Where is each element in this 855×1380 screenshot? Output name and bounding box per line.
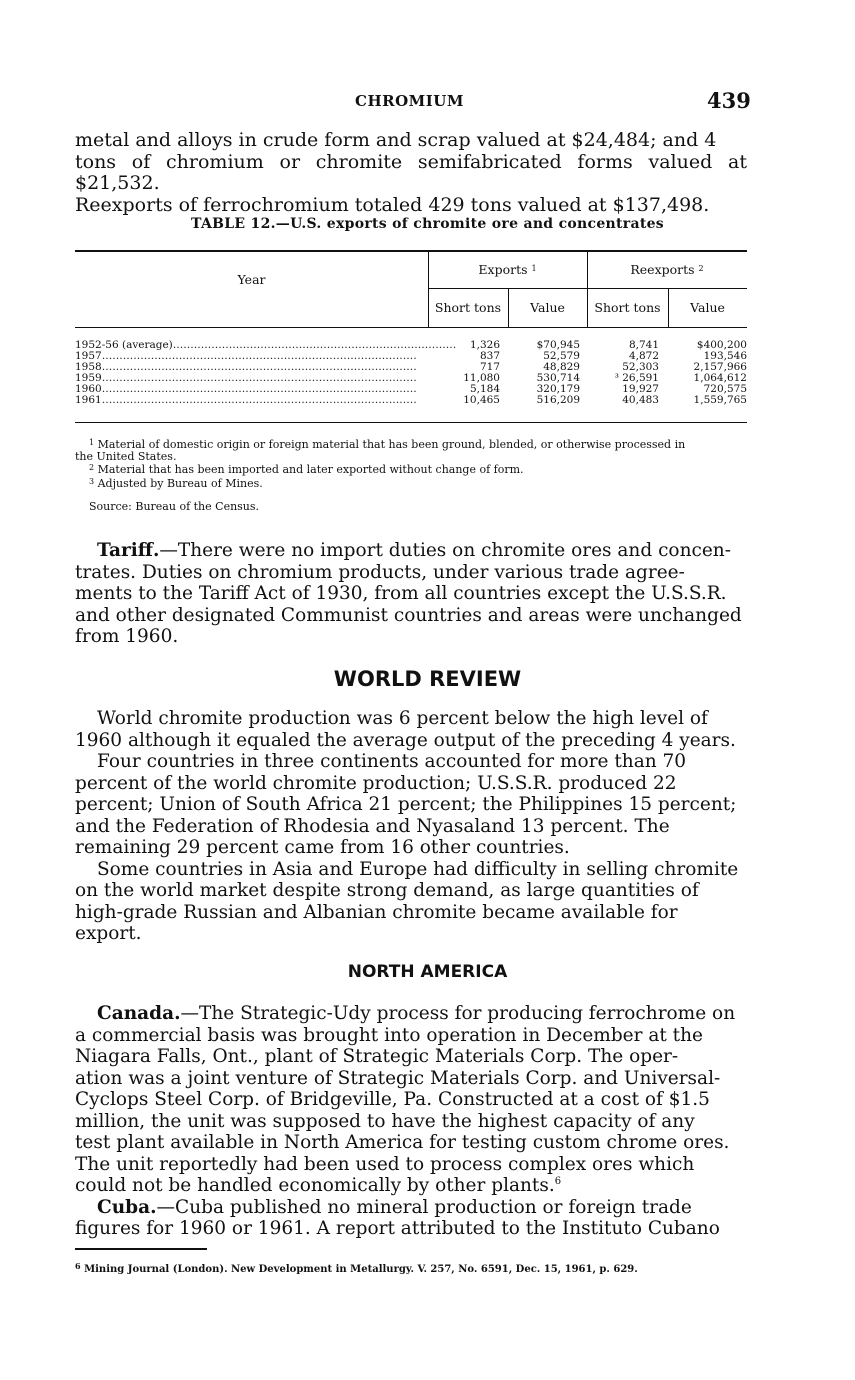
cuba-runin: Cuba.: [97, 1196, 157, 1218]
footnote-rule: [75, 1248, 207, 1250]
canada-line: Niagara Falls, Ont., plant of Strategic Materials Corp. The oper-: [75, 1046, 679, 1067]
world-review-line: high-grade Russian and Albanian chromite became available for: [75, 901, 678, 923]
exports-label: Exports: [478, 262, 528, 277]
col-header-exp-tons: Short tons: [434, 300, 502, 315]
col-header-reexp-tons: Short tons: [594, 300, 661, 315]
table-cell-reexp-tons: 52,303: [622, 361, 659, 373]
table-cell-reexp-value: 193,546: [703, 350, 747, 362]
world-review-line: remaining 29 percent came from 16 other countries.: [75, 837, 570, 858]
table-cell-reexp-value: 1,559,765: [693, 394, 747, 406]
table-bottom-rule: [75, 422, 747, 423]
col-header-reexports: [587, 262, 747, 277]
table-footnote-2: $^2$ Material that has been imported and later exported without change of form.: [89, 463, 524, 476]
world-review-line: 1960 although it equaled the average output of the preceding 4 years.: [75, 729, 736, 751]
section-heading-north-america: NORTH AMERICA: [347, 962, 508, 982]
table-cell-reexp-tons: 40,483: [622, 394, 659, 406]
table-caption: TABLE 12.—U.S. exports of chromite ore and concentrates: [191, 216, 664, 232]
world-review-body: [75, 708, 747, 945]
world-review-line: and the Federation of Rhodesia and Nyasaland 13 percent. The: [75, 815, 670, 837]
table-row-year: 1959………………………………………………………………………………: [75, 372, 417, 384]
table-footnotes: [75, 437, 747, 513]
col-header-exp-value: Value: [530, 300, 565, 315]
page-footnote: $^6$ Mining Journal (London). New Development in Metallurgy. V. 257, No. 6591, Dec. 15, 1961, p. 629.: [75, 1261, 638, 1275]
world-review-line: percent; Union of South Africa 21 percent; the Philippines 15 percent;: [75, 794, 737, 815]
table-row-year: 1960………………………………………………………………………………: [75, 383, 417, 395]
tariff-line: and other designated Communist countries and areas were unchanged: [75, 604, 742, 626]
world-review-line: Some countries in Asia and Europe had difficulty in selling chromite: [97, 858, 739, 880]
table-row-year: 1958………………………………………………………………………………: [75, 361, 417, 373]
table-row-year: 1957………………………………………………………………………………: [75, 350, 417, 362]
table-footnote-3: $^3$ Adjusted by Bureau of Mines.: [89, 476, 263, 490]
world-review-line: Four countries in three continents accounted for more than 70: [97, 751, 687, 772]
running-head-title: CHROMIUM: [355, 92, 464, 110]
table-cell-reexp-value: 2,157,966: [693, 361, 747, 373]
table-cell-exp-tons: 11,080: [463, 372, 500, 384]
page-number: 439: [707, 88, 751, 113]
table-row-year: 1952-56 (average)………………………………………………………………………: [75, 339, 457, 351]
table-footnote-1-cont: the United States.: [75, 449, 177, 463]
tariff-line: trates. Duties on chromium products, under various trade agree-: [75, 561, 685, 583]
table-cell-exp-tons: 1,326: [469, 339, 500, 351]
table-cell-reexp-tons: 19,927: [622, 383, 659, 395]
table-cell-exp-tons: 5,184: [469, 383, 500, 395]
table-cell-exp-value: 516,209: [536, 394, 580, 406]
table-cell-exp-value: 530,714: [536, 372, 580, 384]
tariff-line: from 1960.: [75, 626, 179, 647]
table-row-year: 1961………………………………………………………………………………: [75, 394, 417, 406]
canada-line: ation was a joint venture of Strategic Materials Corp. and Universal-: [75, 1067, 721, 1089]
world-review-line: World chromite production was 6 percent below the high level of: [97, 708, 708, 729]
reexports-label: Reexports: [630, 262, 695, 277]
world-review-line: export.: [75, 923, 142, 944]
canada-line: Cyclops Steel Corp. of Bridgeville, Pa. Constructed at a cost of $1.5: [75, 1089, 710, 1110]
canada-line: could not be handled economically by other plants.$^6$: [75, 1175, 562, 1196]
tariff-line: Tariff.—There were no import duties on chromite ores and concen-: [97, 540, 731, 561]
reexports-note-mark: 2: [698, 264, 704, 273]
canada-line: The unit reportedly had been used to process complex ores which: [75, 1153, 695, 1175]
table-cell-exp-tons: 717: [479, 361, 500, 373]
col-header-year: Year: [237, 272, 266, 287]
table-cell-exp-tons: 837: [479, 350, 500, 362]
canada-line: test plant available in North America for testing custom chrome ores.: [75, 1132, 730, 1153]
world-review-line: on the world market despite strong demand, as large quantities of: [75, 880, 699, 901]
exports-note-mark: 1: [531, 264, 537, 273]
canada-line: million, the unit was supposed to have the highest capacity of any: [75, 1110, 695, 1132]
canada-runin: Canada.: [97, 1003, 181, 1024]
table-cell-reexp-tons: 8,741: [628, 339, 659, 351]
table-cell-reexp-value: 720,575: [703, 383, 747, 395]
table-cell-exp-tons: 10,465: [463, 394, 500, 406]
table-subheader-rule: [428, 288, 747, 289]
footnote-ref-6: 6: [554, 1175, 562, 1187]
table-header-rule: [75, 327, 747, 328]
table-cell-exp-value: $70,945: [536, 339, 580, 351]
intro-line: tons of chromium or chromite semifabricated forms valued at $21,532.: [75, 150, 747, 194]
table-cell-reexp-value: $400,200: [696, 339, 747, 351]
table-footnote-1: $^1$ Material of domestic origin or foreign material that has been ground, blended, or otherwise processed in: [89, 438, 686, 451]
cuba-line: Cuba.—Cuba published no mineral production or foreign trade: [97, 1196, 692, 1218]
table-source: Source: Bureau of the Census.: [89, 500, 260, 513]
intro-line: metal and alloys in crude form and scrap valued at $24,484; and 4: [75, 129, 717, 151]
table-cell-exp-value: 52,579: [543, 350, 580, 362]
intro-line: Reexports of ferrochromium totaled 429 tons valued at $137,498.: [75, 193, 710, 216]
tariff-paragraph: [75, 540, 747, 648]
canada-paragraph: [75, 1003, 747, 1240]
table-cell-reexp-tons: ³ 26,591: [614, 372, 659, 384]
canada-line: a commercial basis was brought into operation in December at the: [75, 1024, 703, 1046]
table-cell-reexp-tons: 4,872: [628, 350, 659, 362]
tariff-line: ments to the Tariff Act of 1930, from all countries except the U.S.S.R.: [75, 583, 727, 604]
canada-line: Canada.—The Strategic-Udy process for producing ferrochrome on: [97, 1003, 736, 1024]
section-heading-world-review: WORLD REVIEW: [333, 667, 522, 691]
col-header-reexp-value: Value: [690, 300, 725, 315]
tariff-runin: Tariff.: [97, 540, 160, 561]
table-cell-exp-value: 48,829: [543, 361, 580, 373]
table-cell-reexp-value: 1,064,612: [693, 372, 747, 384]
world-review-line: percent of the world chromite production; U.S.S.R. produced 22: [75, 772, 677, 794]
col-header-exports: [428, 262, 587, 277]
cuba-line: figures for 1960 or 1961. A report attributed to the Instituto Cubano: [75, 1218, 720, 1239]
table-top-rule: [75, 250, 747, 252]
table-cell-exp-value: 320,179: [536, 383, 580, 395]
